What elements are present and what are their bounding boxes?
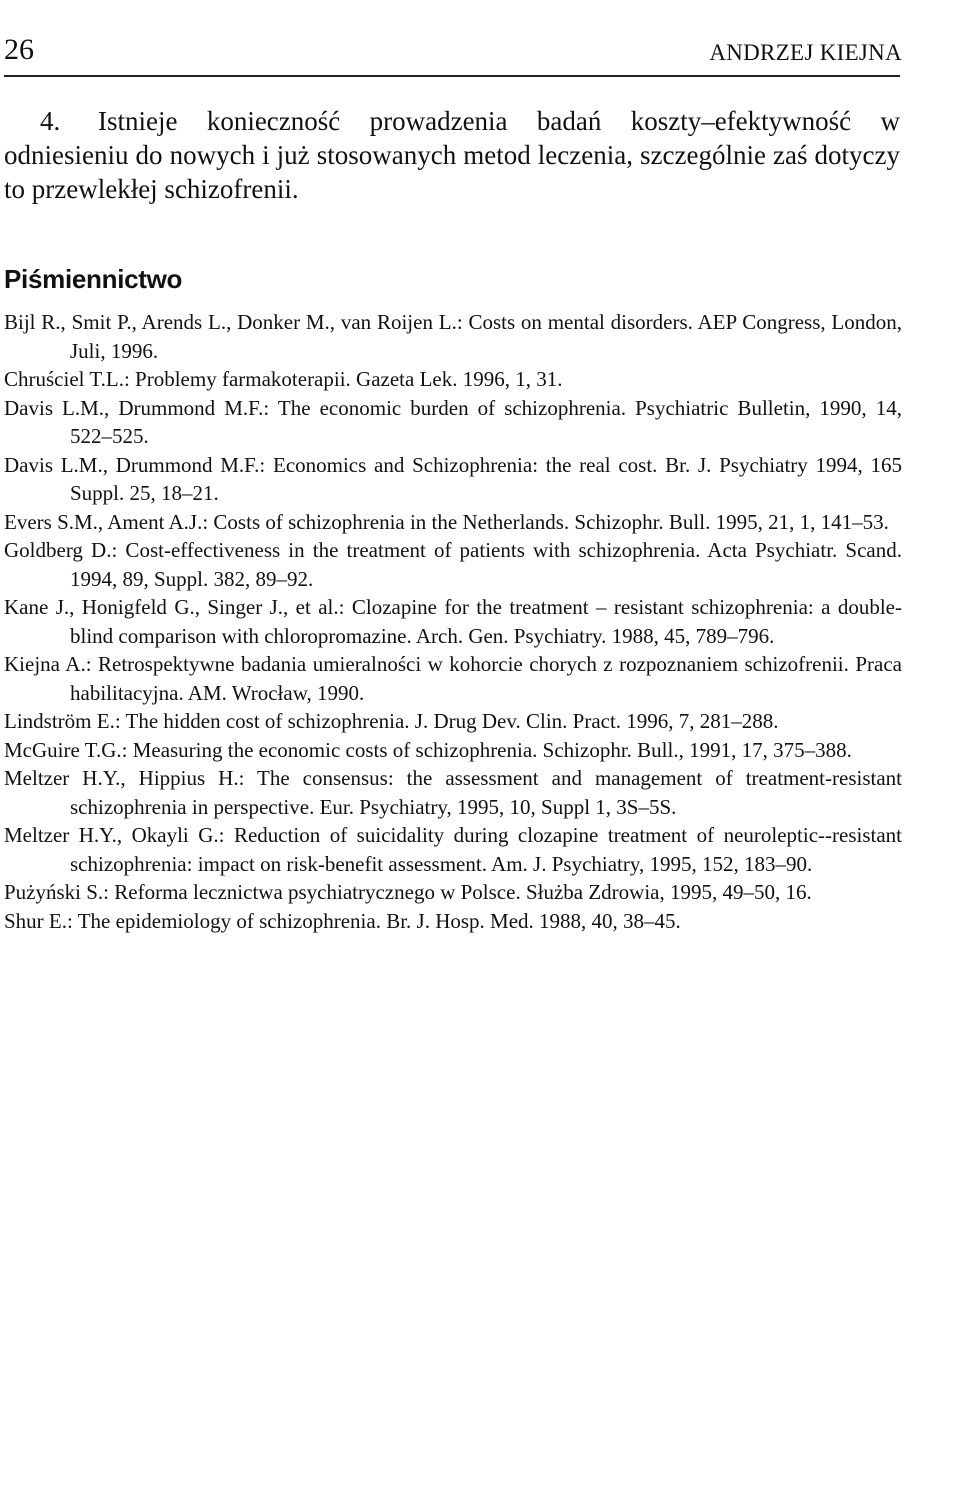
references-heading: Piśmiennictwo — [4, 264, 183, 294]
page-number: 26 — [4, 33, 34, 66]
reference-item: McGuire T.G.: Measuring the economic costs of schizophrenia. Schizophr. Bull., 1991, 17, 375–388. — [4, 737, 852, 762]
conclusion-text: Istnieje konieczność prowadzenia badań koszty–efektywność w odniesieniu do nowych i już stosowanych metod leczenia, szczególnie zaś dotyczy to przewlekłej schizofrenii. — [4, 106, 900, 204]
reference-item: Davis L.M., Drummond M.F.: The economic burden of schizophrenia. Psychiatric Bulletin, 1990, 14, 522–525. — [4, 395, 902, 448]
header-rule — [4, 75, 900, 77]
reference-item: Meltzer H.Y., Okayli G.: Reduction of suicidality during clozapine treatment of neuroleptic--resistant schizophrenia: impact on risk-benefit assessment. Am. J. Psychiatry, 1995, 152, 183–90. — [4, 823, 902, 876]
reference-item: Evers S.M., Ament A.J.: Costs of schizophrenia in the Netherlands. Schizophr. Bull. 1995, 21, 1, 141–53. — [4, 509, 889, 534]
reference-item: Pużyński S.: Reforma lecznictwa psychiatrycznego w Polsce. Służba Zdrowia, 1995, 49–50, 16. — [4, 880, 812, 904]
reference-item: Bijl R., Smit P., Arends L., Donker M., van Roijen L.: Costs on mental disorders. AEP Congress, London, Juli, 1996. — [4, 310, 902, 363]
running-head: ANDRZEJ KIEJNA — [709, 40, 902, 65]
reference-item: Kane J., Honigfeld G., Singer J., et al.: Clozapine for the treatment – resistant schizophrenia: a double-blind comparison with chloropromazine. Arch. Gen. Psychiatry. 1988, 45, 789–796. — [4, 595, 902, 648]
reference-item: Goldberg D.: Cost-effectiveness in the treatment of patients with schizophrenia. Acta Psychiatr. Scand. 1994, 89, Suppl. 382, 89–92. — [4, 538, 902, 591]
page-header — [4, 30, 902, 70]
reference-item: Chruściel T.L.: Problemy farmakoterapii. Gazeta Lek. 1996, 1, 31. — [4, 367, 563, 391]
reference-item: Meltzer H.Y., Hippius H.: The consensus: the assessment and management of treatment-resistant schizophrenia in perspective. Eur. Psychiatry, 1995, 10, Suppl 1, 3S–5S. — [4, 766, 902, 819]
conclusion-number: 4. — [40, 106, 61, 136]
reference-item: Shur E.: The epidemiology of schizophrenia. Br. J. Hosp. Med. 1988, 40, 38–45. — [4, 908, 681, 933]
reference-list — [4, 308, 902, 935]
reference-item: Kiejna A.: Retrospektywne badania umieralności w kohorcie chorych z rozpoznaniem schizofrenii. Praca habilitacyjna. AM. Wrocław, 1990. — [4, 652, 902, 705]
reference-item: Lindström E.: The hidden cost of schizophrenia. J. Drug Dev. Clin. Pract. 1996, 7, 281–288. — [4, 709, 779, 733]
reference-item: Davis L.M., Drummond M.F.: Economics and Schizophrenia: the real cost. Br. J. Psychiatry 1994, 165 Suppl. 25, 18–21. — [4, 452, 902, 505]
conclusion-point — [4, 104, 900, 206]
